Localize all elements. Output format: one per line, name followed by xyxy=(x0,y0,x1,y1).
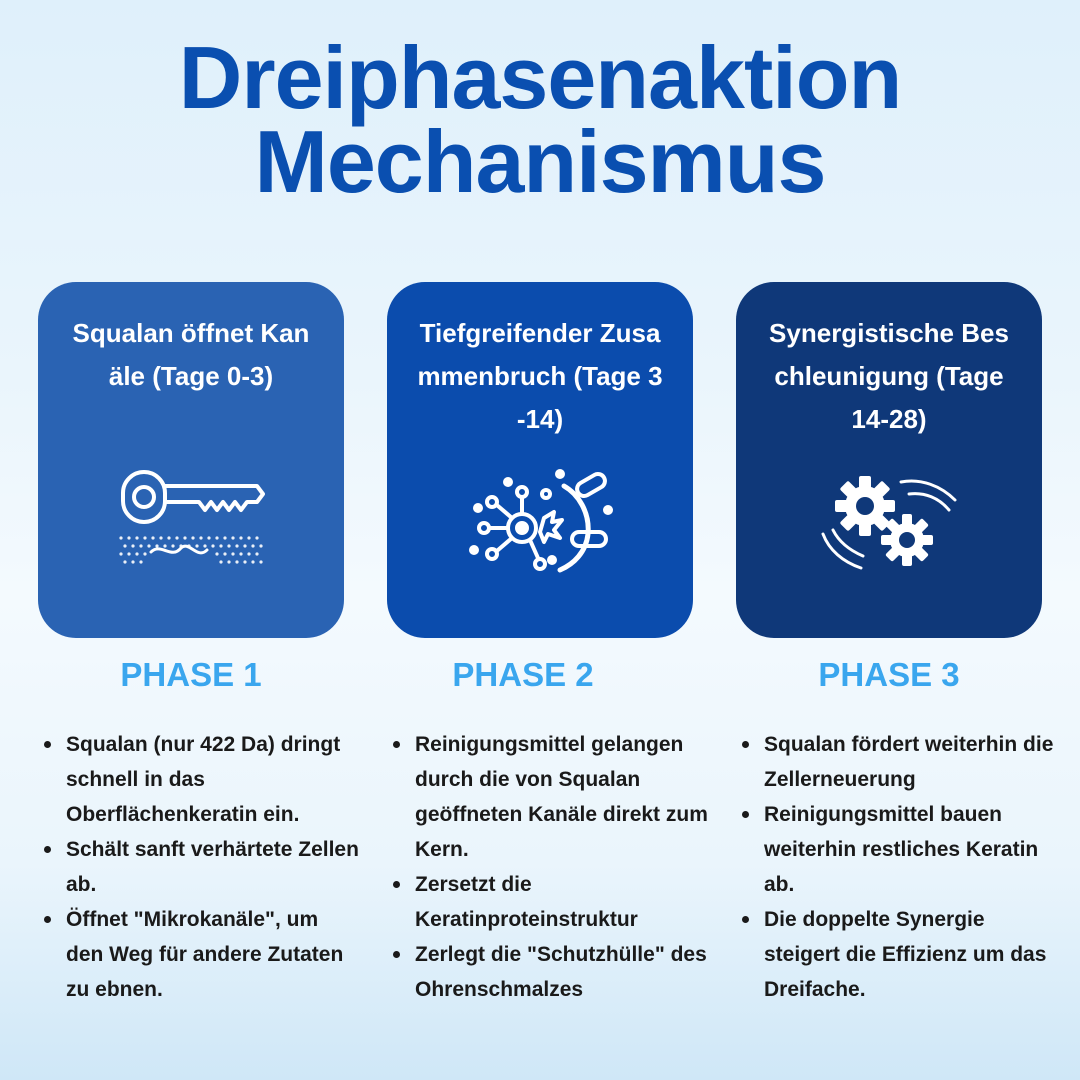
phase-1-card-title: Squalan öffnet Kanäle (Tage 0-3) xyxy=(72,318,310,391)
phase-1-bullet-list xyxy=(40,727,360,1007)
phase-3-bullet-list xyxy=(738,727,1058,1007)
list-item: Schält sanft verhärtete Zellen ab. xyxy=(40,832,360,902)
page-title-line-2: Mechanismus xyxy=(254,112,826,211)
list-item: Squalan (nur 422 Da) dringt schnell in das Oberflächenkeratin ein. xyxy=(40,727,360,832)
gears-icon xyxy=(809,464,969,584)
molecule-breakdown-icon xyxy=(460,464,620,584)
page-title xyxy=(0,28,1080,211)
phase-3-card-title: Synergistische Beschleunigung (Tage 14-28) xyxy=(769,318,1009,434)
phase-2-card-title: Tiefgreifender Zusammenbruch (Tage 3-14) xyxy=(417,318,663,434)
list-item: Reinigungsmittel bauen weiterhin restliches Keratin ab. xyxy=(738,797,1058,902)
list-item: Öffnet "Mikrokanäle", um den Weg für andere Zutaten zu ebnen. xyxy=(40,902,360,1007)
list-item: Reinigungsmittel gelangen durch die von Squalan geöffneten Kanäle direkt zum Kern. xyxy=(389,727,709,867)
list-item: Squalan fördert weiterhin die Zellerneuerung xyxy=(738,727,1058,797)
key-icon xyxy=(111,464,271,584)
phase-2-card xyxy=(387,282,693,638)
phase-2-bullet-list xyxy=(389,727,709,1007)
phase-3-label: PHASE 3 xyxy=(818,656,960,693)
page-title-line-1: Dreiphasenaktion xyxy=(178,28,902,127)
list-item: Die doppelte Synergie steigert die Effizienz um das Dreifache. xyxy=(738,902,1058,1007)
list-item: Zerlegt die "Schutzhülle" des Ohrenschmalzes xyxy=(389,937,709,1007)
phase-2-label: PHASE 2 xyxy=(452,656,594,693)
phase-1-card xyxy=(38,282,344,638)
list-item: Zersetzt die Keratinproteinstruktur xyxy=(389,867,709,937)
phase-1-label: PHASE 1 xyxy=(120,656,262,693)
phase-3-card xyxy=(736,282,1042,638)
